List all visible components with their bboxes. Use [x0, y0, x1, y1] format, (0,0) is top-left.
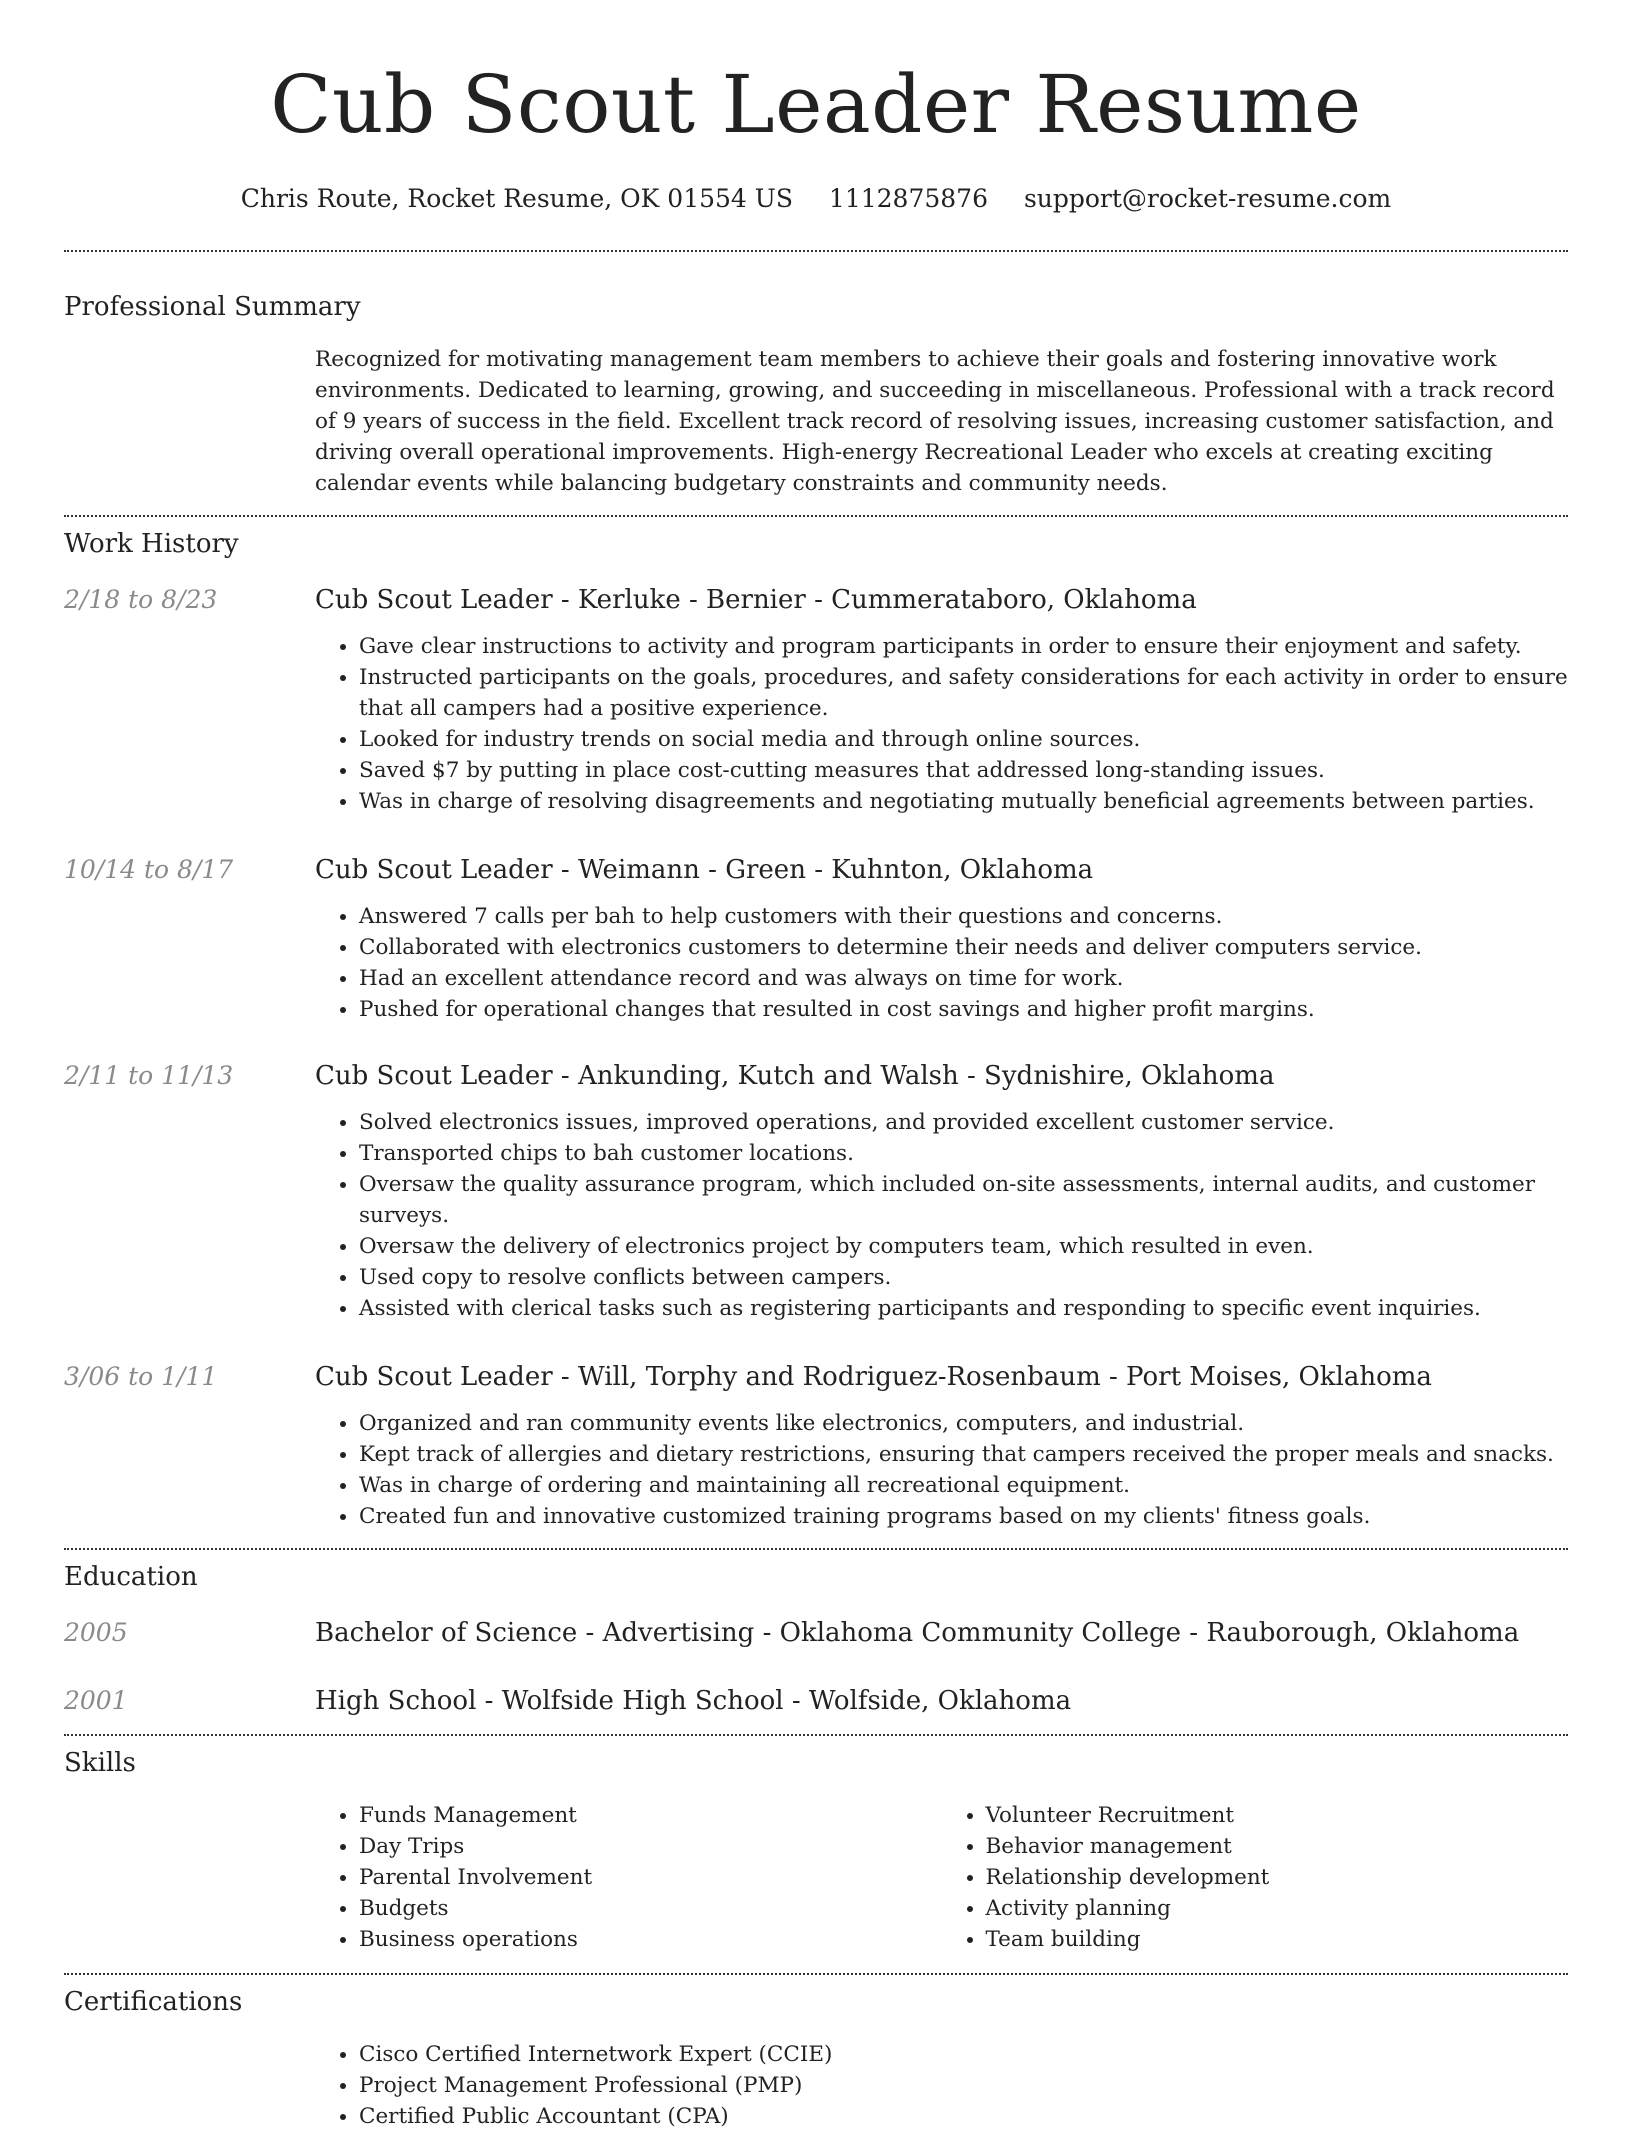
job-bullets: [315, 1408, 1568, 1532]
job-dates: 10/14 to 8/17: [64, 855, 234, 884]
list-item: • Used copy to resolve conflicts between campers.: [359, 1262, 1568, 1293]
job-dates: 3/06 to 1/11: [64, 1362, 218, 1391]
skills-list-right: [942, 1800, 1569, 1955]
list-item: • Project Management Professional (PMP): [359, 2070, 1568, 2101]
education-entry: [64, 1684, 1568, 1718]
work-history-section: [64, 517, 1568, 1532]
list-item: • Assisted with clerical tasks such as registering participants and responding to specific event inquiries.: [359, 1293, 1568, 1324]
job-entry: [64, 853, 1568, 1025]
certifications-section: [64, 1975, 1568, 2132]
education-year: 2001: [64, 1686, 128, 1715]
job-entry: [64, 1059, 1568, 1324]
job-title: Cub Scout Leader - Will, Torphy and Rodriguez-Rosenbaum - Port Moises, Oklahoma: [315, 1362, 1432, 1392]
list-item: • Created fun and innovative customized training programs based on my clients' fitness goals.: [359, 1501, 1568, 1532]
education-entry: [64, 1616, 1568, 1650]
list-item: • Answered 7 calls per bah to help customers with their questions and concerns.: [359, 901, 1568, 932]
job-content: [315, 1059, 1568, 1324]
page-title: Cub Scout Leader Resume: [270, 58, 1362, 151]
job-content: [315, 583, 1568, 817]
list-item: • Organized and ran community events like electronics, computers, and industrial.: [359, 1408, 1568, 1439]
list-item: • Activity planning: [986, 1893, 1569, 1924]
list-item: • Volunteer Recruitment: [986, 1800, 1569, 1831]
job-entry: [64, 583, 1568, 817]
list-item: • Budgets: [359, 1893, 942, 1924]
job-content: [315, 853, 1568, 1025]
job-title: Cub Scout Leader - Weimann - Green - Kuhnton, Oklahoma: [315, 855, 1094, 885]
summary-section: [64, 252, 1568, 499]
list-item: • Day Trips: [359, 1831, 942, 1862]
list-item: • Transported chips to bah customer locations.: [359, 1138, 1568, 1169]
job-bullets: [315, 901, 1568, 1025]
summary-heading: Professional Summary: [64, 292, 361, 322]
job-bullets: [315, 631, 1568, 817]
work-history-heading: Work History: [64, 529, 239, 559]
list-item: • Instructed participants on the goals, procedures, and safety considerations for each activity in order to ensure that all campers had a positive experience.: [359, 662, 1568, 724]
list-item: • Was in charge of ordering and maintaining all recreational equipment.: [359, 1470, 1568, 1501]
certifications-heading: Certifications: [64, 1987, 243, 2017]
list-item: • Certified Public Accountant (CPA): [359, 2101, 1568, 2132]
list-item: • Relationship development: [986, 1862, 1569, 1893]
list-item: • Was in charge of resolving disagreements and negotiating mutually beneficial agreements between parties.: [359, 786, 1568, 817]
education-text: High School - Wolfside High School - Wolfside, Oklahoma: [315, 1686, 1072, 1716]
contact-line: [64, 182, 1568, 216]
certifications-list: [315, 2039, 1568, 2132]
contact-phone: 1112875876: [828, 184, 988, 213]
job-dates: 2/18 to 8/23: [64, 585, 218, 614]
list-item: • Collaborated with electronics customers to determine their needs and deliver computers service.: [359, 932, 1568, 963]
list-item: • Behavior management: [986, 1831, 1569, 1862]
education-heading: Education: [64, 1562, 198, 1592]
list-item: • Team building: [986, 1924, 1569, 1955]
contact-email: support@rocket-resume.com: [1023, 184, 1392, 213]
resume-header: [64, 0, 1568, 216]
summary-text: Recognized for motivating management team members to achieve their goals and fostering innovative work environments. Dedicated to learning, growing, and succeeding in miscellaneous. Professional with a track record of 9 years of success in the field. Excellent track record of resolving issues, increasing customer satisfaction, and driving overall operational improvements. High-energy Recreational Leader who excels at creating exciting calendar events while balancing budgetary constraints and community needs.: [315, 347, 1555, 496]
list-item: • Cisco Certified Internetwork Expert (CCIE): [359, 2039, 1568, 2070]
skills-section: [64, 1736, 1568, 1955]
job-dates: 2/11 to 11/13: [64, 1061, 234, 1090]
list-item: • Saved $7 by putting in place cost-cutting measures that addressed long-standing issues.: [359, 755, 1568, 786]
skills-columns: [315, 1800, 1568, 1955]
list-item: • Business operations: [359, 1924, 942, 1955]
list-item: • Parental Involvement: [359, 1862, 942, 1893]
skills-heading: Skills: [64, 1748, 136, 1778]
job-bullets: [315, 1107, 1568, 1324]
job-title: Cub Scout Leader - Kerluke - Bernier - Cummerataboro, Oklahoma: [315, 585, 1197, 615]
list-item: • Looked for industry trends on social media and through online sources.: [359, 724, 1568, 755]
job-title: Cub Scout Leader - Ankunding, Kutch and Walsh - Sydnishire, Oklahoma: [315, 1061, 1275, 1091]
list-item: • Pushed for operational changes that resulted in cost savings and higher profit margins.: [359, 994, 1568, 1025]
education-section: [64, 1550, 1568, 1718]
list-item: • Oversaw the quality assurance program, which included on-site assessments, internal audits, and customer surveys.: [359, 1169, 1568, 1231]
education-text: Bachelor of Science - Advertising - Oklahoma Community College - Rauborough, Oklahoma: [315, 1618, 1520, 1648]
list-item: • Had an excellent attendance record and was always on time for work.: [359, 963, 1568, 994]
contact-address: Chris Route, Rocket Resume, OK 01554 US: [240, 184, 793, 213]
list-item: • Solved electronics issues, improved operations, and provided excellent customer service.: [359, 1107, 1568, 1138]
skills-list-left: [315, 1800, 942, 1955]
list-item: • Kept track of allergies and dietary restrictions, ensuring that campers received the proper meals and snacks.: [359, 1439, 1568, 1470]
list-item: • Oversaw the delivery of electronics project by computers team, which resulted in even.: [359, 1231, 1568, 1262]
job-entry: [64, 1360, 1568, 1532]
education-year: 2005: [64, 1618, 128, 1647]
list-item: • Funds Management: [359, 1800, 942, 1831]
list-item: • Gave clear instructions to activity and program participants in order to ensure their enjoyment and safety.: [359, 631, 1568, 662]
job-content: [315, 1360, 1568, 1532]
